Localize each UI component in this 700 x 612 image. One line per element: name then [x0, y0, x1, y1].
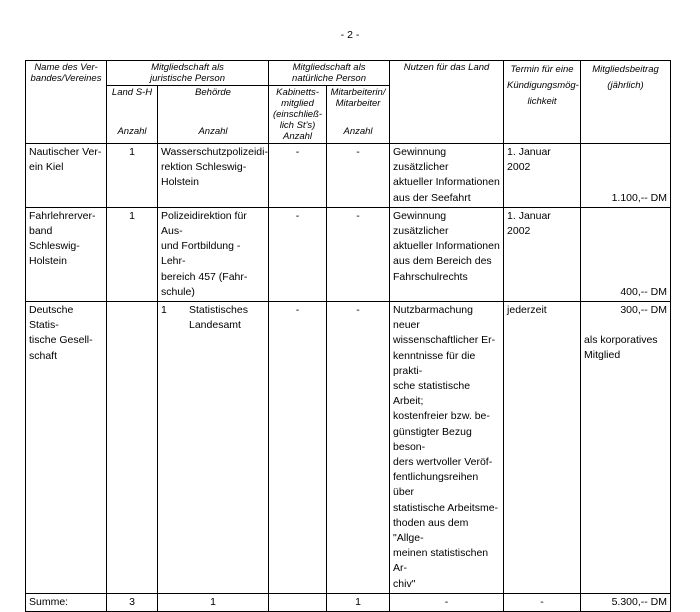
- header-termin: Termin für eine Kündigungsmög- lichkeit: [504, 61, 581, 144]
- table-row: [26, 302, 671, 594]
- header-anzahl-behoerde: Anzahl: [198, 126, 228, 137]
- header-row: [26, 61, 671, 86]
- row-name: Deutsche Statis- tische Gesell- schaft: [26, 302, 107, 594]
- row-beitrag: 1.100,-- DM: [581, 144, 671, 208]
- sum-beitrag: 5.300,-- DM: [581, 593, 671, 611]
- table-row: [26, 144, 671, 208]
- row-kabinett: -: [269, 302, 327, 594]
- row-mitarbeiter: -: [327, 302, 390, 594]
- header-beitrag: Mitgliedsbeitrag (jährlich): [581, 61, 671, 144]
- row-name: Fahrlehrerver- band Schleswig- Holstein: [26, 207, 107, 301]
- header-mitarbeiter: Mitarbeiterin/ Mitarbeiter: [330, 87, 386, 109]
- header-kabinett: Kabinetts- mitglied (einschließ- lich St's): [272, 87, 323, 131]
- row-mitarbeiter: -: [327, 144, 390, 208]
- header-name: Name des Ver- bandes/Vereines: [26, 61, 107, 144]
- header-anzahl-land: Anzahl: [117, 126, 147, 137]
- row-beitrag: 400,-- DM: [581, 207, 671, 301]
- header-natural-group: Mitgliedschaft als natürliche Person: [269, 61, 390, 86]
- row-termin: 1. Januar 2002: [504, 207, 581, 301]
- header-anzahl-mitarbeiter: Anzahl: [343, 126, 373, 137]
- row-nutzen: Gewinnung zusätzlicher aktueller Informationen aus der Seefahrt: [390, 144, 504, 208]
- header-behoerde: Behörde: [195, 87, 231, 98]
- row-land: 1: [107, 144, 158, 208]
- row-beitrag-note: als korporatives Mitglied: [584, 334, 658, 362]
- sum-label: Summe:: [26, 593, 107, 611]
- membership-table: [25, 60, 671, 612]
- sum-behoerde: 1: [158, 593, 269, 611]
- sum-kabinett: [269, 593, 327, 611]
- row-land: 1: [107, 207, 158, 301]
- row-behoerde-count: 1: [161, 304, 167, 317]
- row-behoerde: Statistisches Landesamt: [189, 304, 248, 332]
- page-number: - 2 -: [340, 29, 360, 41]
- row-behoerde: Polizeidirektion für Aus- und Fortbildung - Lehr- bereich 457 (Fahr- schule): [158, 207, 269, 301]
- header-land-sh: Land S-H: [111, 87, 153, 98]
- row-nutzen: Nutzbarmachung neuer wissenschaftlicher Er- kenntnisse für die prakti- sche statistische Arbeit; kostenfreier bzw. be- günstigter Bezug beson- ders wertvoller Veröf- fentlichungsreihen über statistische Arbeitsme- thoden aus dem "Allge- meinen statistischen Ar- chiv": [390, 302, 504, 594]
- row-name: Nautischer Ver- ein Kiel: [26, 144, 107, 208]
- header-juristic-group: Mitgliedschaft als juristische Person: [107, 61, 269, 86]
- header-anzahl-kabinett: Anzahl: [282, 131, 313, 142]
- row-kabinett: -: [269, 207, 327, 301]
- row-termin: jederzeit: [504, 302, 581, 594]
- sum-mitarbeiter: 1: [327, 593, 390, 611]
- sum-land: 3: [107, 593, 158, 611]
- row-nutzen: Gewinnung zusätzlicher aktueller Informationen aus dem Bereich des Fahrschulrechts: [390, 207, 504, 301]
- row-kabinett: -: [269, 144, 327, 208]
- row-land: [107, 302, 158, 594]
- sum-termin: -: [504, 593, 581, 611]
- sum-nutzen: -: [390, 593, 504, 611]
- row-beitrag: 300,-- DM: [620, 304, 668, 317]
- row-mitarbeiter: -: [327, 207, 390, 301]
- table-row: [26, 207, 671, 301]
- header-nutzen: Nutzen für das Land: [390, 61, 504, 144]
- row-termin: 1. Januar 2002: [504, 144, 581, 208]
- row-behoerde: Wasserschutzpolizeidi- rektion Schleswig- Holstein: [158, 144, 269, 208]
- sum-row: [26, 593, 671, 611]
